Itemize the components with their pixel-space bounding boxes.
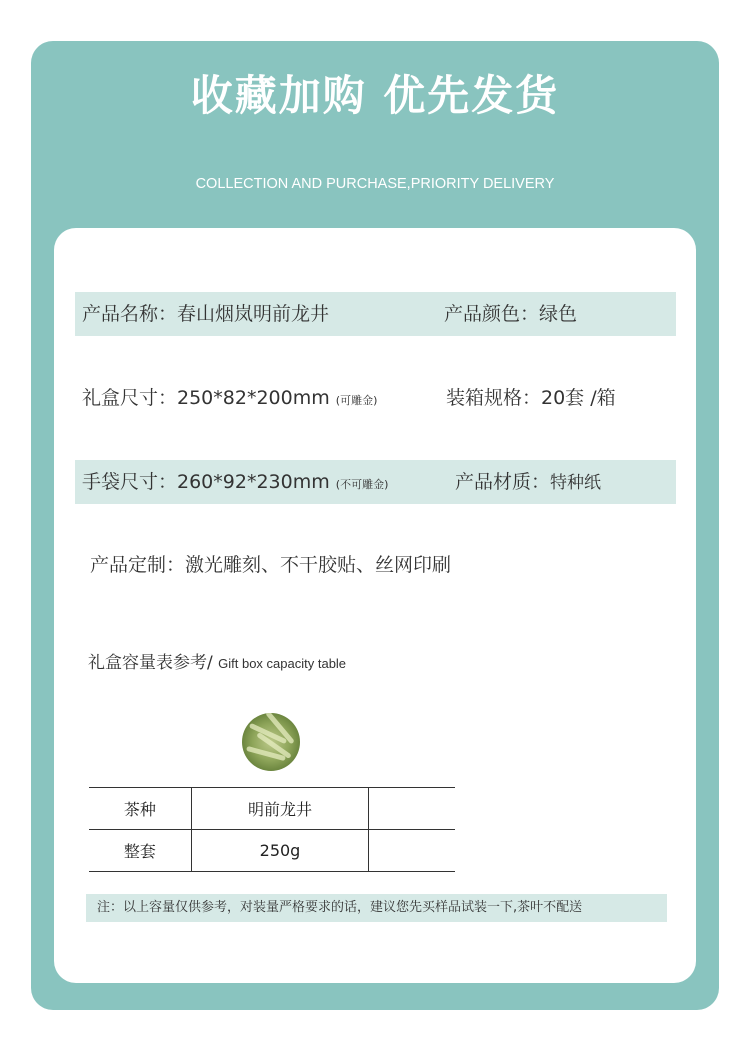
gift-box-size-text: 礼盒尺寸：250*82*200mm xyxy=(82,387,330,409)
capacity-table xyxy=(89,787,455,872)
capacity-title xyxy=(88,648,346,673)
table-cell: 整套 xyxy=(89,830,191,872)
capacity-title-cn: 礼盒容量表参考/ xyxy=(88,653,213,673)
page-title: 收藏加购 优先发货 xyxy=(190,71,560,120)
page-subtitle: COLLECTION AND PURCHASE,PRIORITY DELIVERY xyxy=(195,176,555,192)
capacity-note: 注：以上容量仅供参考，对装量严格要求的话，建议您先买样品试装一下,茶叶不配送 xyxy=(86,894,667,922)
table-cell xyxy=(369,788,455,830)
bag-size-note: (不可雕金) xyxy=(335,478,389,491)
bag-size-text: 手袋尺寸：260*92*230mm xyxy=(82,471,330,493)
material xyxy=(455,473,601,492)
material-value: 特种纸 xyxy=(550,473,602,493)
customization: 产品定制：激光雕刻、不干胶贴、丝网印刷 xyxy=(90,554,452,576)
table-cell: 茶种 xyxy=(89,788,191,830)
table-row xyxy=(89,788,455,830)
product-color: 产品颜色：绿色 xyxy=(444,303,578,325)
table-row xyxy=(89,830,455,872)
bag-size xyxy=(82,473,388,492)
capacity-title-en: Gift box capacity table xyxy=(218,656,347,671)
gift-box-size-note: (可雕金) xyxy=(335,394,378,407)
table-cell: 明前龙井 xyxy=(191,788,369,830)
product-name: 产品名称：春山烟岚明前龙井 xyxy=(82,303,330,325)
material-label: 产品材质： xyxy=(455,471,551,493)
packing-spec: 装箱规格：20套 /箱 xyxy=(446,387,616,409)
table-cell xyxy=(369,830,455,872)
table-cell: 250g xyxy=(191,830,369,872)
tea-leaves-image xyxy=(242,713,300,771)
gift-box-size xyxy=(82,389,377,408)
